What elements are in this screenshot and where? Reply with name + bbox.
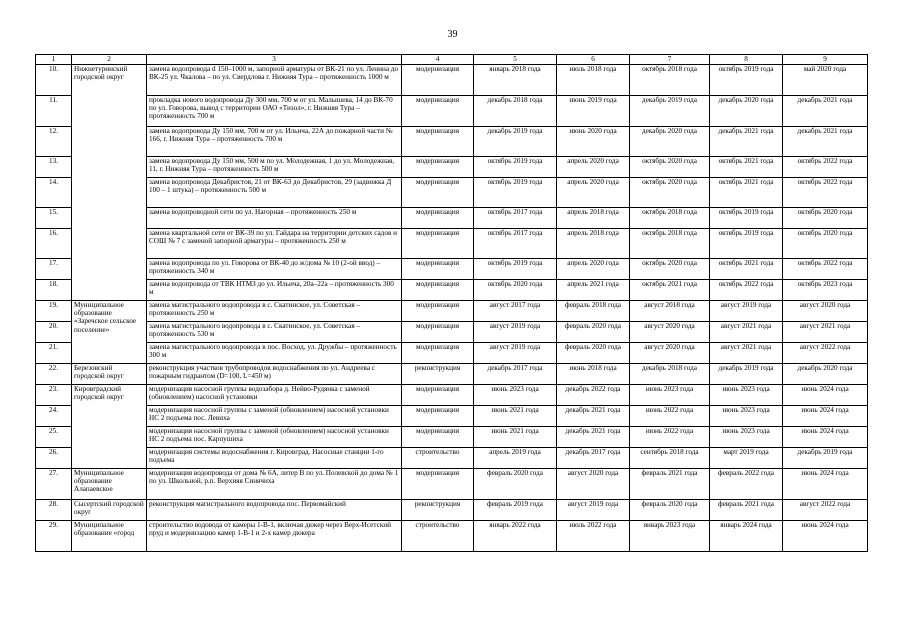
start-date-cell: август 2017 года [474,301,557,322]
construction-end-cell: август 2019 года [710,301,783,322]
work-description-cell: замена водопровода от ТВК НТМЗ до ул. Ильича, 20а–22а – протяженность 300 м [147,280,402,301]
work-type-cell: модернизация [402,385,474,406]
table-row [36,259,868,280]
organization-cell: Муниципальное образование Алапаевское [72,469,147,500]
start-date-cell: октябрь 2019 года [474,157,557,178]
start-date-cell: октябрь 2017 года [474,229,557,259]
completion-date-cell: июнь 2024 года [783,406,868,427]
header-cell: 1 [36,55,72,65]
row-number-cell: 18. [36,280,72,301]
construction-end-cell: июнь 2023 года [710,427,783,448]
organization-cell: Муниципальное образование «Заречское сельское поселение» [72,301,147,364]
design-end-date-cell: июнь 2019 года [557,96,630,127]
start-date-cell: июнь 2021 года [474,406,557,427]
row-number-cell: 10. [36,65,72,96]
row-number-cell: 11. [36,96,72,127]
start-date-cell: февраль 2020 года [474,469,557,500]
work-type-cell: модернизация [402,229,474,259]
table-row [36,178,868,208]
construction-end-cell: октябрь 2022 года [710,280,783,301]
construction-end-cell: октябрь 2021 года [710,178,783,208]
completion-date-cell: август 2020 года [783,301,868,322]
construction-end-cell: декабрь 2021 года [710,127,783,157]
completion-date-cell: октябрь 2020 года [783,208,868,229]
construction-end-cell: октябрь 2019 года [710,65,783,96]
header-cell: 9 [783,55,868,65]
completion-date-cell: июнь 2024 года [783,427,868,448]
row-number-cell: 28. [36,500,72,521]
organization-cell: Сысертский городской округ [72,500,147,521]
construction-start-cell: октябрь 2018 года [630,229,710,259]
construction-start-cell: октябрь 2018 года [630,208,710,229]
construction-start-cell: август 2020 года [630,343,710,364]
construction-start-cell: декабрь 2020 года [630,127,710,157]
construction-start-cell: декабрь 2018 года [630,364,710,385]
construction-start-cell: октябрь 2020 года [630,259,710,280]
organization-cell: Кировградский городской округ [72,385,147,469]
row-number-cell: 17. [36,259,72,280]
construction-end-cell: октябрь 2019 года [710,229,783,259]
design-end-date-cell: декабрь 2022 года [557,385,630,406]
page-number: 39 [447,29,458,40]
completion-date-cell: июнь 2024 года [783,385,868,406]
work-type-cell: реконструкция [402,500,474,521]
work-description-cell: замена водопровода Декабристов, 21 от ВК-63 до Декабристов, 29 (задвижка Д 100 – 1 штука) – протяженность 500 м [147,178,402,208]
row-number-cell: 19. [36,301,72,322]
work-type-cell: модернизация [402,469,474,500]
completion-date-cell: декабрь 2020 года [783,364,868,385]
table-row [36,157,868,178]
row-number-cell: 22. [36,364,72,385]
design-end-date-cell: июнь 2018 года [557,364,630,385]
construction-start-cell: январь 2023 года [630,521,710,552]
work-type-cell: модернизация [402,96,474,127]
construction-end-cell: февраль 2022 года [710,469,783,500]
start-date-cell: июнь 2021 года [474,427,557,448]
work-description-cell: модернизация насосной группы с заменой (обновлением) насосной установки НС 2 подъема пос. Карпушиха [147,427,402,448]
work-description-cell: замена водопровода Ду 150 мм, 700 м от ул. Ильича, 22А до пожарной части № 166, г. Нижняя Тура – протяженность 700 м [147,127,402,157]
start-date-cell: апрель 2019 года [474,448,557,469]
work-description-cell: строительство водовода от камеры 1-В-1, включая дюкер через Верх-Исетский пруд и модернизацию камер 1-В-1 и 2-х камер дюкера [147,521,402,552]
construction-start-cell: октябрь 2020 года [630,157,710,178]
work-type-cell: модернизация [402,127,474,157]
completion-date-cell: октябрь 2022 года [783,178,868,208]
work-description-cell: модернизация водопровода от дома № 6А, литер В по ул. Полевской до дома № 1 по ул. Школьной, р.п. Верхняя Синячиха [147,469,402,500]
work-type-cell: модернизация [402,301,474,322]
row-number-cell: 12. [36,127,72,157]
start-date-cell: октябрь 2020 года [474,280,557,301]
construction-end-cell: август 2021 года [710,343,783,364]
row-number-cell: 24. [36,406,72,427]
construction-start-cell: август 2020 года [630,322,710,343]
table-row [36,521,868,552]
table-row [36,427,868,448]
design-end-date-cell: июль 2022 года [557,521,630,552]
completion-date-cell: октябрь 2020 года [783,229,868,259]
design-end-date-cell: февраль 2020 года [557,322,630,343]
construction-end-cell: март 2019 года [710,448,783,469]
table-row [36,364,868,385]
row-number-cell: 14. [36,178,72,208]
work-description-cell: замена магистрального водопровода в с. Скатинское, ул. Советская – протяженность 250 м [147,301,402,322]
work-type-cell: модернизация [402,406,474,427]
design-end-date-cell: апрель 2018 года [557,208,630,229]
completion-date-cell: май 2020 года [783,65,868,96]
organization-cell: Березовский городской округ [72,364,147,385]
work-description-cell: прокладка нового водопровода Ду 300 мм, 700 м от ул. Малышева, 14 до ВК-70 по ул. Говорова, вывод с территории ОАО «Тизол», г. Нижняя Тура – протяженность 700 м [147,96,402,127]
completion-date-cell: октябрь 2022 года [783,157,868,178]
work-description-cell: замена водопровода по ул. Говорова от ВК-40 до ж/дома № 10 (2-ой ввод) – протяженность 340 м [147,259,402,280]
work-type-cell: модернизация [402,208,474,229]
work-description-cell: модернизация насосной группы с заменой (обновлением) насосной установки НС 2 подъема пос. Левиха [147,406,402,427]
header-cell: 2 [72,55,147,65]
table-row [36,229,868,259]
work-type-cell: модернизация [402,322,474,343]
construction-start-cell: июнь 2022 года [630,406,710,427]
work-type-cell: модернизация [402,259,474,280]
start-date-cell: август 2019 года [474,343,557,364]
work-description-cell: модернизация системы водоснабжения г. Кировград. Насосные станции 1-го подъема [147,448,402,469]
construction-start-cell: декабрь 2019 года [630,96,710,127]
header-cell: 3 [147,55,402,65]
work-description-cell: модернизация насосной группы водозабора д. Нейво-Рудянка с заменой (обновлением) насосной установки [147,385,402,406]
design-end-date-cell: август 2020 года [557,469,630,500]
design-end-date-cell: июнь 2020 года [557,127,630,157]
completion-date-cell: июнь 2024 года [783,521,868,552]
start-date-cell: январь 2018 года [474,65,557,96]
work-type-cell: модернизация [402,157,474,178]
start-date-cell: декабрь 2017 года [474,364,557,385]
table-row [36,385,868,406]
table-row [36,127,868,157]
construction-end-cell: октябрь 2019 года [710,208,783,229]
work-type-cell: модернизация [402,178,474,208]
work-type-cell: строительство [402,521,474,552]
table-row [36,280,868,301]
construction-end-cell: декабрь 2020 года [710,96,783,127]
work-type-cell: модернизация [402,343,474,364]
investment-table [35,54,868,552]
header-row [36,55,868,65]
work-type-cell: модернизация [402,65,474,96]
table-row [36,96,868,127]
row-number-cell: 20. [36,322,72,343]
design-end-date-cell: апрель 2021 года [557,280,630,301]
construction-start-cell: октябрь 2018 года [630,65,710,96]
table-row [36,301,868,322]
table-row [36,65,868,96]
work-description-cell: замена водопроводной сети по ул. Нагорная – протяженность 250 м [147,208,402,229]
construction-start-cell: октябрь 2020 года [630,178,710,208]
completion-date-cell: декабрь 2021 года [783,96,868,127]
work-type-cell: модернизация [402,280,474,301]
table-row [36,500,868,521]
row-number-cell: 26. [36,448,72,469]
table-row [36,448,868,469]
start-date-cell: октябрь 2019 года [474,259,557,280]
design-end-date-cell: август 2019 года [557,500,630,521]
organization-cell: Муниципальное образование «город [72,521,147,552]
work-description-cell: замена магистрального водопровода в с. Скатинское, ул. Советская – протяженность 530 м [147,322,402,343]
construction-start-cell: октябрь 2021 года [630,280,710,301]
work-description-cell: замена водопровода d 150–1000 м, запорной арматуры от ВК-21 по ул. Ленина до ВК-25 ул. Чкалова – по ул. Свердлова г. Нижняя Тура – протяженность 1000 м [147,65,402,96]
work-type-cell: модернизация [402,427,474,448]
work-description-cell: реконструкция магистрального водопровода пос. Первомайский [147,500,402,521]
row-number-cell: 27. [36,469,72,500]
work-description-cell: замена квартальной сети от ВК-39 по ул. Гайдара на территории детских садов и СОШ № 7 с заменой запорной арматуры – протяженность 250 м [147,229,402,259]
header-cell: 8 [710,55,783,65]
start-date-cell: февраль 2019 года [474,500,557,521]
work-description-cell: реконструкция участков трубопроводов водоснабжения по ул. Андреева с пожарным гидрантом (D=100, L=450 м) [147,364,402,385]
row-number-cell: 15. [36,208,72,229]
organization-cell: Нижнетуринский городской округ [72,65,147,301]
construction-end-cell: июнь 2023 года [710,406,783,427]
table-row [36,406,868,427]
construction-end-cell: октябрь 2021 года [710,259,783,280]
row-number-cell: 23. [36,385,72,406]
completion-date-cell: декабрь 2019 года [783,448,868,469]
construction-start-cell: сентябрь 2018 года [630,448,710,469]
work-description-cell: замена магистрального водопровода в пос. Восход, ул. Дружбы – протяженность 300 м [147,343,402,364]
table-row [36,469,868,500]
design-end-date-cell: апрель 2020 года [557,259,630,280]
construction-end-cell: август 2021 года [710,322,783,343]
work-type-cell: реконструкция [402,364,474,385]
header-cell: 5 [474,55,557,65]
construction-end-cell: октябрь 2021 года [710,157,783,178]
design-end-date-cell: декабрь 2021 года [557,406,630,427]
design-end-date-cell: февраль 2018 года [557,301,630,322]
row-number-cell: 29. [36,521,72,552]
construction-end-cell: июнь 2023 года [710,385,783,406]
design-end-date-cell: апрель 2018 года [557,229,630,259]
completion-date-cell: август 2022 года [783,500,868,521]
completion-date-cell: декабрь 2021 года [783,127,868,157]
header-cell: 4 [402,55,474,65]
design-end-date-cell: декабрь 2017 года [557,448,630,469]
design-end-date-cell: февраль 2020 года [557,343,630,364]
construction-start-cell: июнь 2022 года [630,427,710,448]
design-end-date-cell: июль 2018 года [557,65,630,96]
construction-start-cell: февраль 2021 года [630,469,710,500]
construction-end-cell: январь 2024 года [710,521,783,552]
row-number-cell: 21. [36,343,72,364]
header-cell: 6 [557,55,630,65]
work-description-cell: замена водопровода Ду 150 мм, 500 м по ул. Молодежная, 1 до ул. Молодежная, 11, г. Нижняя Тура – протяженность 500 м [147,157,402,178]
construction-start-cell: февраль 2020 года [630,500,710,521]
start-date-cell: декабрь 2018 года [474,96,557,127]
construction-start-cell: август 2018 года [630,301,710,322]
design-end-date-cell: апрель 2020 года [557,178,630,208]
completion-date-cell: август 2021 года [783,322,868,343]
design-end-date-cell: декабрь 2021 года [557,427,630,448]
completion-date-cell: октябрь 2023 года [783,280,868,301]
start-date-cell: январь 2022 года [474,521,557,552]
construction-start-cell: июнь 2023 года [630,385,710,406]
start-date-cell: октябрь 2017 года [474,208,557,229]
row-number-cell: 16. [36,229,72,259]
table-row [36,343,868,364]
start-date-cell: август 2019 года [474,322,557,343]
completion-date-cell: июнь 2024 года [783,469,868,500]
construction-end-cell: февраль 2021 года [710,500,783,521]
row-number-cell: 13. [36,157,72,178]
design-end-date-cell: апрель 2020 года [557,157,630,178]
completion-date-cell: август 2022 года [783,343,868,364]
start-date-cell: июнь 2023 года [474,385,557,406]
table-row [36,322,868,343]
construction-end-cell: декабрь 2019 года [710,364,783,385]
row-number-cell: 25. [36,427,72,448]
header-cell: 7 [630,55,710,65]
completion-date-cell: октябрь 2022 года [783,259,868,280]
work-type-cell: строительство [402,448,474,469]
table-row [36,208,868,229]
start-date-cell: октябрь 2019 года [474,178,557,208]
start-date-cell: декабрь 2019 года [474,127,557,157]
